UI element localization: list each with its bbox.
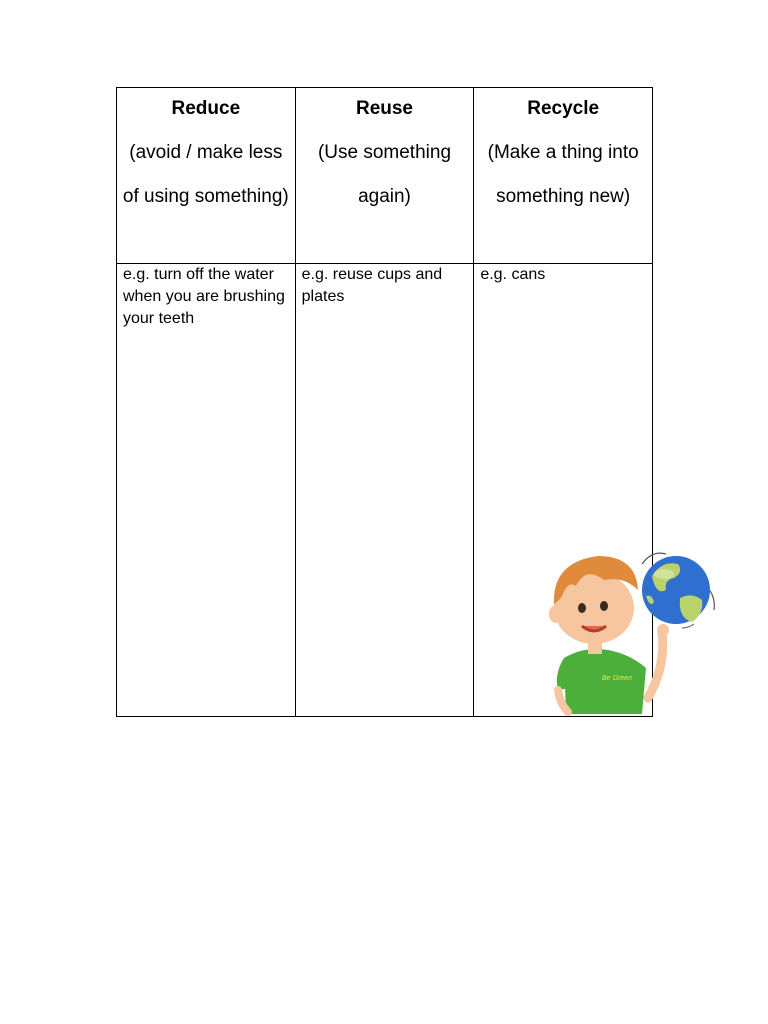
- reduce-description: (avoid / make less of using something): [122, 142, 289, 207]
- reuse-example: e.g. reuse cups and plates: [301, 266, 443, 305]
- reuse-example-cell[interactable]: [295, 264, 474, 717]
- shirt-text-icon: Be Green: [602, 675, 632, 682]
- reduce-title: Reduce: [171, 98, 241, 119]
- recycle-example: e.g. cans: [480, 266, 546, 283]
- globe-icon: [642, 556, 710, 624]
- reuse-title: Reuse: [355, 98, 413, 119]
- recycle-description: (Make a thing into something new): [487, 142, 639, 207]
- reduce-header-cell: [117, 88, 296, 264]
- reduce-example-cell[interactable]: [117, 264, 296, 717]
- recycle-header-cell: [474, 88, 653, 264]
- reduce-example: e.g. turn off the water when you are brushing your teeth: [123, 266, 285, 327]
- recycle-title: Recycle: [527, 98, 600, 119]
- reuse-header-cell: [295, 88, 474, 264]
- reuse-description: (Use something again): [317, 142, 452, 207]
- table-header-row: [117, 88, 653, 264]
- child-spinning-globe-icon: [534, 546, 724, 721]
